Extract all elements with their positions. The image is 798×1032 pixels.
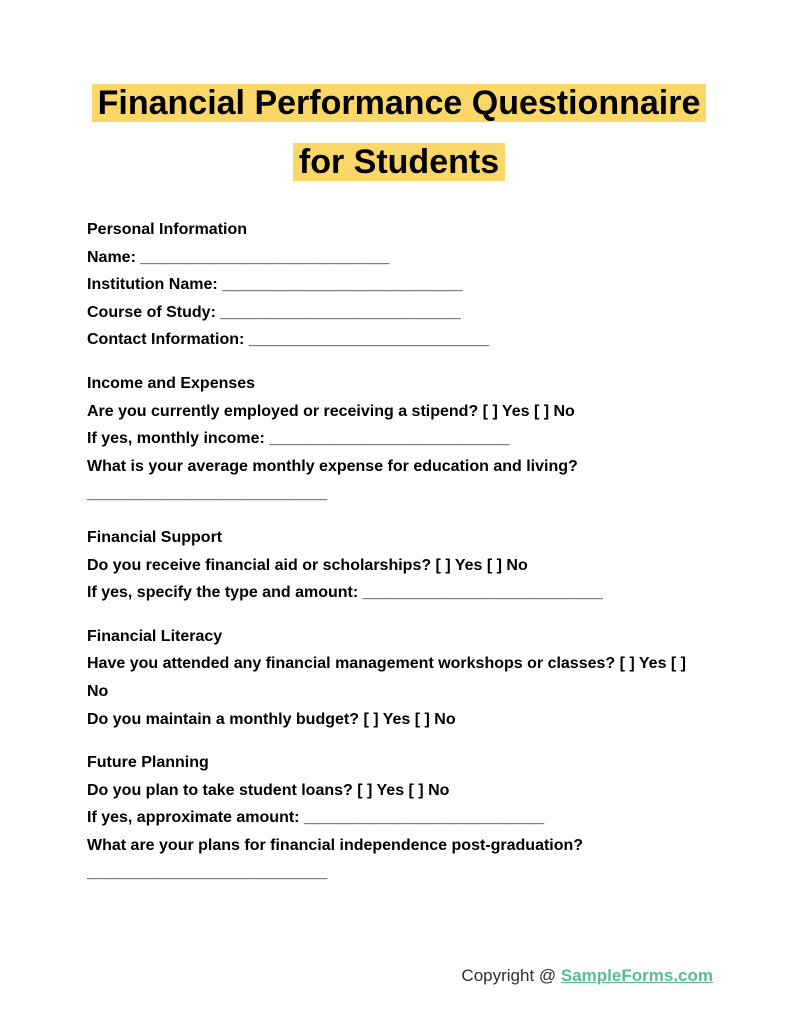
- section-heading: Income and Expenses: [87, 374, 256, 392]
- sampleforms-link[interactable]: SampleForms.com: [560, 966, 713, 985]
- section-personal-information: [87, 216, 711, 354]
- form-content: [87, 216, 711, 887]
- title-highlight-2: for Students: [293, 143, 505, 181]
- form-line-contact-information: Contact Information: ___________________________: [87, 331, 490, 349]
- form-line-aid-type-amount: If yes, specify the type and amount: ___________________________: [87, 584, 603, 602]
- form-line-workshops-question-wrap: No: [87, 682, 109, 700]
- section-heading: Future Planning: [87, 754, 209, 772]
- section-income-and-expenses: [87, 370, 711, 508]
- section-heading: Financial Literacy: [87, 627, 223, 645]
- form-line-monthly-expense-question: What is your average monthly expense for education and living?: [87, 457, 578, 475]
- form-line-course-of-study: Course of Study: ___________________________: [87, 303, 461, 321]
- title-line-2: [0, 133, 798, 192]
- document-title: [0, 74, 798, 192]
- form-line-monthly-budget: Do you maintain a monthly budget? [ ] Yes [ ] No: [87, 710, 456, 728]
- section-financial-support: [87, 524, 711, 607]
- form-line-financial-aid: Do you receive financial aid or scholarships? [ ] Yes [ ] No: [87, 556, 528, 574]
- form-line-student-loans: Do you plan to take student loans? [ ] Yes [ ] No: [87, 781, 450, 799]
- form-line-institution-name: Institution Name: ___________________________: [87, 276, 463, 294]
- form-line-workshops-question: Have you attended any financial management workshops or classes? [ ] Yes [ ]: [87, 655, 687, 673]
- section-heading: Financial Support: [87, 528, 223, 546]
- form-line-independence-blank: ___________________________: [87, 864, 328, 882]
- title-line-1: [0, 74, 798, 133]
- form-line-approximate-amount: If yes, approximate amount: ___________________________: [87, 809, 545, 827]
- footer-copyright: [461, 966, 713, 986]
- form-line-employed-stipend: Are you currently employed or receiving a stipend? [ ] Yes [ ] No: [87, 402, 575, 420]
- title-highlight-1: Financial Performance Questionnaire: [92, 84, 707, 122]
- form-line-monthly-income: If yes, monthly income: ___________________________: [87, 430, 510, 448]
- section-heading: Personal Information: [87, 221, 248, 238]
- section-financial-literacy: [87, 623, 711, 733]
- form-line-monthly-expense-blank: ___________________________: [87, 485, 328, 503]
- form-line-independence-question: What are your plans for financial independence post-graduation?: [87, 836, 584, 854]
- copyright-text: Copyright @: [461, 966, 561, 985]
- section-future-planning: [87, 749, 711, 887]
- form-line-name: Name: ____________________________: [87, 248, 390, 266]
